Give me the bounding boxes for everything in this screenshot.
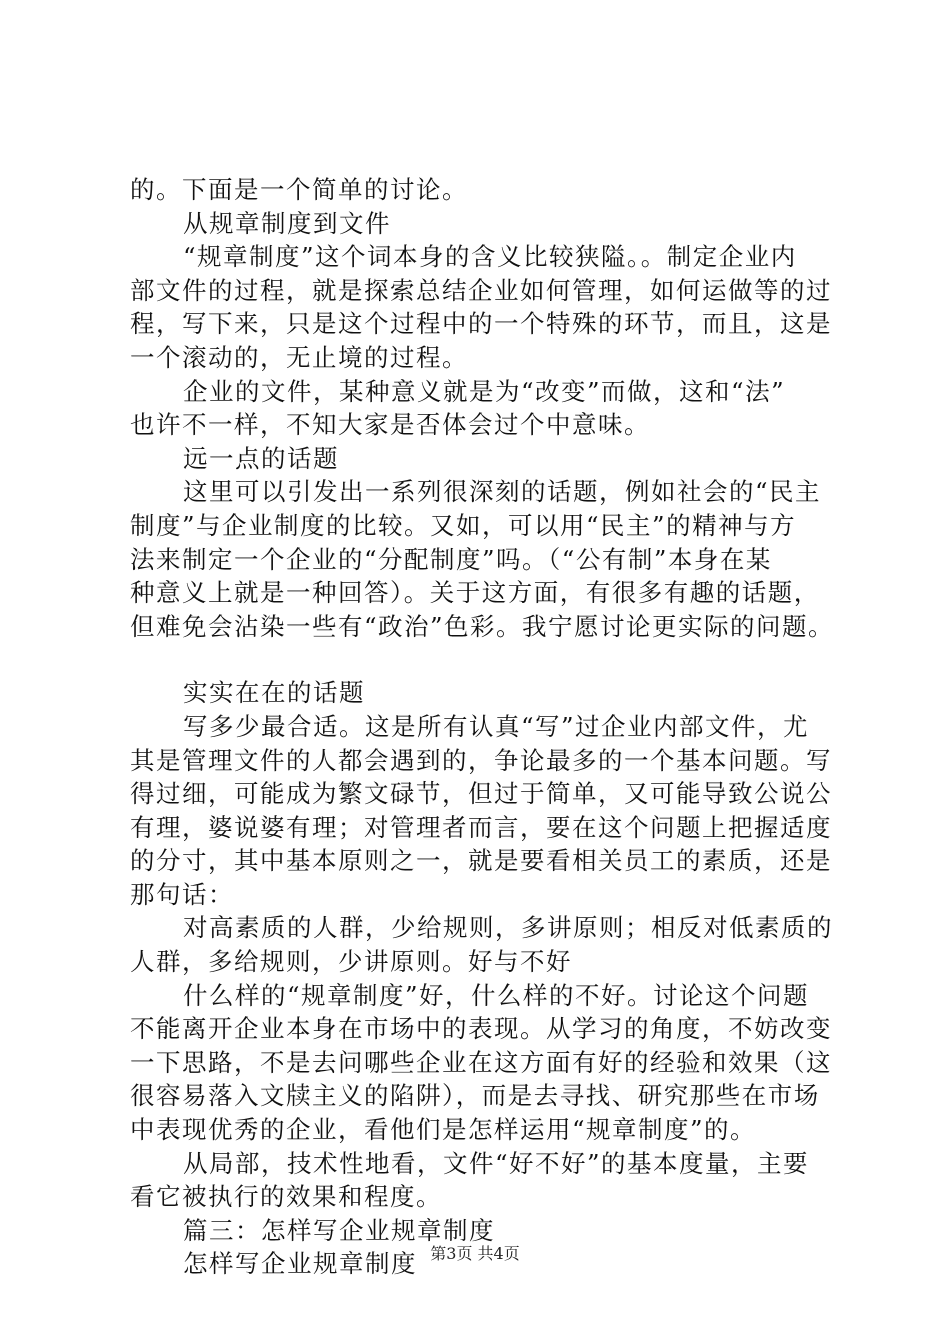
document-body xyxy=(130,173,835,1281)
text-line: 从规章制度到文件 xyxy=(183,208,391,238)
text-line: 部文件的过程，就是探索总结企业如何管理，如何运做等的过 xyxy=(130,275,832,305)
text-line: 也许不一样，不知大家是否体会过个中意味。 xyxy=(130,410,650,440)
text-line: 那句话： xyxy=(130,879,234,909)
text-line: 种意义上就是一种回答）。关于这方面，有很多有趣的话题， xyxy=(130,578,820,608)
text-line: 制度”与企业制度的比较。又如，可以用“民主”的精神与方 xyxy=(130,510,797,540)
text-line: 人群，多给规则，少讲原则。好与不好 xyxy=(130,947,572,977)
text-line: 很容易落入文牍主义的陷阱），而是去寻找、研究那些在市场 xyxy=(130,1081,820,1111)
text-line: 得过细，可能成为繁文碌节，但过于简单，又可能导致公说公 xyxy=(130,779,832,809)
text-line: 的分寸，其中基本原则之一，就是要看相关员工的素质，还是 xyxy=(130,846,832,876)
text-line: 从局部，技术性地看，文件“好不好”的基本度量，主要 xyxy=(183,1148,810,1178)
text-line: 企业的文件，某种意义就是为“改变”而做，这和“法” xyxy=(183,376,786,406)
text-line: 一个滚动的，无止境的过程。 xyxy=(130,342,468,372)
text-line: 怎样写企业规章制度 xyxy=(183,1249,417,1279)
page-footer xyxy=(0,1244,950,1264)
text-line: 这里可以引发出一系列很深刻的话题，例如社会的“民主 xyxy=(183,477,822,507)
text-line: 的。下面是一个简单的讨论。 xyxy=(130,175,468,204)
text-line: 其是管理文件的人都会遇到的，争论最多的一个基本问题。写 xyxy=(130,745,832,775)
text-line: 对高素质的人群，少给规则，多讲原则；相反对低素质的 xyxy=(183,913,833,943)
text-line: 但难免会沾染一些有“政治”色彩。我宁愿讨论更实际的问题。 xyxy=(130,611,835,641)
text-line: 有理，婆说婆有理；对管理者而言，要在这个问题上把握适度 xyxy=(130,812,832,842)
text-line: “规章制度”这个词本身的含义比较狭隘。。制定企业内 xyxy=(183,242,797,272)
text-line: 篇三：怎样写企业规章制度 xyxy=(183,1215,495,1245)
text-line: 什么样的“规章制度”好，什么样的不好。讨论这个问题 xyxy=(183,980,810,1010)
text-line: 不能离开企业本身在市场中的表现。从学习的角度，不妨改变 xyxy=(130,1014,832,1044)
text-line: 实实在在的话题 xyxy=(183,678,365,708)
text-line: 写多少最合适。这是所有认真“写”过企业内部文件，尤 xyxy=(183,711,810,741)
page-number-label: 第3页 共4页 xyxy=(430,1244,520,1263)
text-line: 一下思路，不是去问哪些企业在这方面有好的经验和效果（这 xyxy=(130,1047,832,1077)
text-line: 法来制定一个企业的“分配制度”吗。（“公有制”本身在某 xyxy=(130,544,772,574)
paragraph-gap xyxy=(130,643,830,676)
text-line: 看它被执行的效果和程度。 xyxy=(130,1182,442,1212)
text-line: 程，写下来，只是这个过程中的一个特殊的环节，而且，这是 xyxy=(130,309,832,339)
text-line: 远一点的话题 xyxy=(183,443,339,473)
text-line: 中表现优秀的企业，看他们是怎样运用“规章制度”的。 xyxy=(130,1115,757,1145)
